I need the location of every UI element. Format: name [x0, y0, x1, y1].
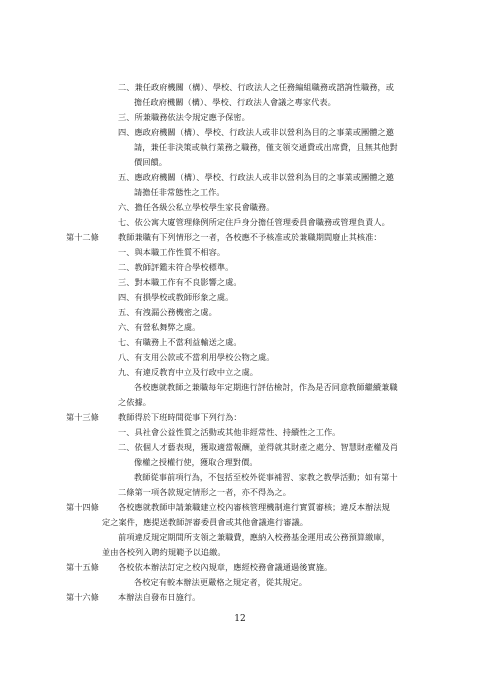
list-item: 六、擔任各級公私立學校學生家長會職務。 — [118, 202, 275, 212]
list-item: 一、具社會公益性質之活動或其他非經常性、持續性之工作。 — [118, 427, 341, 437]
list-item: 七、依公寓大廈管理條例所定住戶身分擔任管理委員會職務或管理負責人。 — [118, 217, 390, 227]
list-item: 九、有違反教育中立及行政中立之虞。 — [118, 367, 259, 377]
list-item: 六、有營私舞弊之虞。 — [118, 322, 201, 332]
article-12-intro: 教師兼職有下列情形之一者，各校應不予核准或於兼職期間廢止其核准： — [118, 232, 382, 242]
list-item: 三、所兼職務依法令規定應予保密。 — [118, 112, 250, 122]
list-item: 四、應政府機關（構）、學校、行政法人或非以營利為目的之事業或團體之邀 — [118, 127, 394, 137]
article-14-paragraph-continuation: 定之案件，應提送教師評審委員會或其他會議進行審議。 — [102, 517, 308, 527]
list-item: 四、有損學校或教師形象之虞。 — [118, 292, 234, 302]
article-12-paragraph: 各校應就教師之兼職每年定期進行評估檢討，作為是否同意教師繼續兼職 — [134, 382, 398, 392]
article-15-paragraph: 各校定有較本辦法更嚴格之規定者，從其規定。 — [134, 577, 307, 587]
list-item-continuation: 價回饋。 — [134, 157, 167, 167]
list-item: 五、應政府機關（構）、學校、行政法人或非以營利為目的之事業或團體之邀 — [118, 172, 394, 182]
list-item: 三、對本職工作有不良影響之虞。 — [118, 277, 242, 287]
list-item: 五、有洩漏公務機密之虞。 — [118, 307, 217, 317]
article-14-label: 第十四條 — [66, 502, 99, 512]
article-16-paragraph: 本辦法自發布日施行。 — [118, 592, 201, 602]
list-item: 七、有職務上不當利益輸送之虞。 — [118, 337, 242, 347]
article-13-label: 第十三條 — [66, 412, 99, 422]
article-15-paragraph: 各校依本辦法訂定之校內規章，應經校務會議通過後實施。 — [118, 562, 333, 572]
article-13-paragraph: 教師從事前項行為，不包括至校外從事補習、家教之教學活動；如有第十 — [134, 472, 398, 482]
article-15-label: 第十五條 — [66, 562, 99, 572]
list-item: 二、教師評鑑未符合學校標準。 — [118, 262, 234, 272]
article-12-label: 第十二條 — [66, 232, 99, 242]
article-13-paragraph-continuation: 二條第一項各款規定情形之一者，亦不得為之。 — [118, 487, 291, 497]
page-number: 12 — [234, 614, 246, 624]
list-item: 二、依個人才藝表現，獲取適當報酬，並得就其財產之處分、智慧財產權及肖 — [118, 442, 399, 452]
list-item-continuation: 擔任政府機關（構）、學校、行政法人會議之專家代表。 — [134, 97, 336, 107]
article-12-paragraph-continuation: 之依據。 — [118, 397, 151, 407]
article-16-label: 第十六條 — [66, 592, 99, 602]
article-14-paragraph-continuation: 並由各校列入聘約規範予以追繳。 — [102, 547, 226, 557]
article-13-intro: 教師得於下班時間從事下列行為： — [118, 412, 242, 422]
list-item: 一、與本職工作性質不相容。 — [118, 247, 226, 257]
list-item-continuation: 請，兼任非決策或執行業務之職務，僅支領交通費或出席費，且無其他對 — [134, 142, 398, 152]
list-item-continuation: 請擔任非常態性之工作。 — [134, 187, 225, 197]
list-item: 八、有支用公款或不當利用學校公物之虞。 — [118, 352, 275, 362]
article-14-paragraph: 各校應就教師申請兼職建立校內審核管理機制進行實質審核；違反本辦法規 — [118, 502, 390, 512]
article-14-paragraph: 前項違反規定期間所支領之兼職費，應納入校務基金運用或公務預算繳庫， — [118, 532, 390, 542]
list-item-continuation: 像權之授權行使，獲取合理對價。 — [134, 457, 258, 467]
list-item: 二、兼任政府機關（構）、學校、行政法人之任務編組職務或諮詢性職務，或 — [118, 82, 394, 92]
